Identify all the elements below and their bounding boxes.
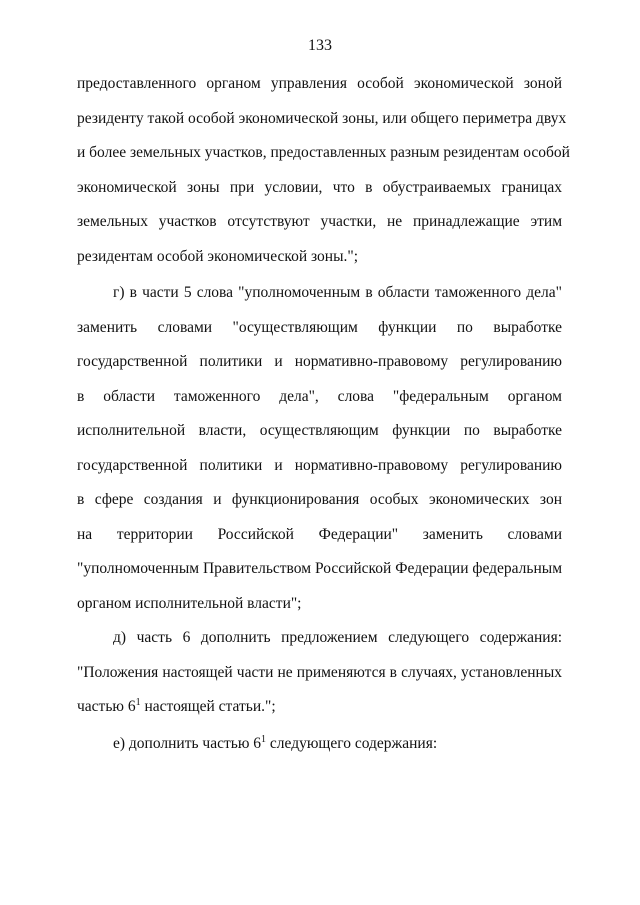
superscript-1: 1	[261, 733, 267, 745]
paragraph-1-line-2: резиденту такой особой экономической зоны, или общего периметра двух	[77, 109, 567, 127]
paragraph-g-line-6: государственной политики и нормативно-правовому регулированию	[77, 456, 562, 474]
paragraph-g	[77, 276, 562, 621]
paragraph-1-line-6: резидентам особой экономической зоны.";	[77, 247, 358, 265]
paragraph-g-line-10: органом исполнительной власти";	[77, 594, 302, 612]
paragraph-g-line-3: государственной политики и нормативно-правовому регулированию	[77, 353, 562, 370]
paragraph-e	[77, 727, 562, 762]
paragraph-e-line-1	[77, 727, 562, 762]
paragraph-1-line-3: и более земельных участков, предоставленных разным резидентам особой	[77, 144, 570, 161]
paragraph-g-line-4: в области таможенного дела", слова "федеральным органом	[77, 387, 562, 405]
paragraph-g-line-8: на территории Российской Федерации" заменить словами	[77, 525, 562, 543]
page-number: 133	[308, 37, 332, 54]
paragraph-g-line-2: заменить словами "осуществляющим функции по выработке	[77, 318, 562, 336]
paragraph-g-line-5: исполнительной власти, осуществляющим функции по выработке	[77, 422, 562, 439]
paragraph-d-line-1: д) часть 6 дополнить предложением следующего содержания:	[113, 629, 562, 646]
paragraph-d	[77, 621, 562, 725]
paragraph-g-line-1: г) в части 5 слова "уполномоченным в области таможенного дела"	[113, 284, 562, 301]
paragraph-e-text-b: следующего содержания:	[266, 735, 438, 752]
paragraph-g-line-7: в сфере создания и функционирования особых экономических зон	[77, 491, 562, 508]
paragraph-d-line-3-text-a: частью 6	[77, 698, 136, 715]
paragraph-1-line-5: земельных участков отсутствуют участки, не принадлежащие этим	[77, 213, 562, 230]
paragraph-e-text-a: е) дополнить частью 6	[113, 735, 262, 752]
paragraph-1	[77, 67, 570, 274]
paragraph-1-line-1: предоставленного органом управления особой экономической зоной	[77, 75, 562, 92]
paragraph-d-line-3	[77, 690, 562, 725]
paragraph-d-line-3-text-b: настоящей статьи.";	[140, 698, 276, 715]
paragraph-1-line-4: экономической зоны при условии, что в обустраиваемых границах	[77, 178, 562, 196]
paragraph-g-line-9: "уполномоченным Правительством Российской Федерации федеральным	[77, 560, 562, 577]
superscript-1: 1	[135, 696, 141, 708]
paragraph-d-line-2: "Положения настоящей части не применяются в случаях, установленных	[77, 663, 562, 681]
